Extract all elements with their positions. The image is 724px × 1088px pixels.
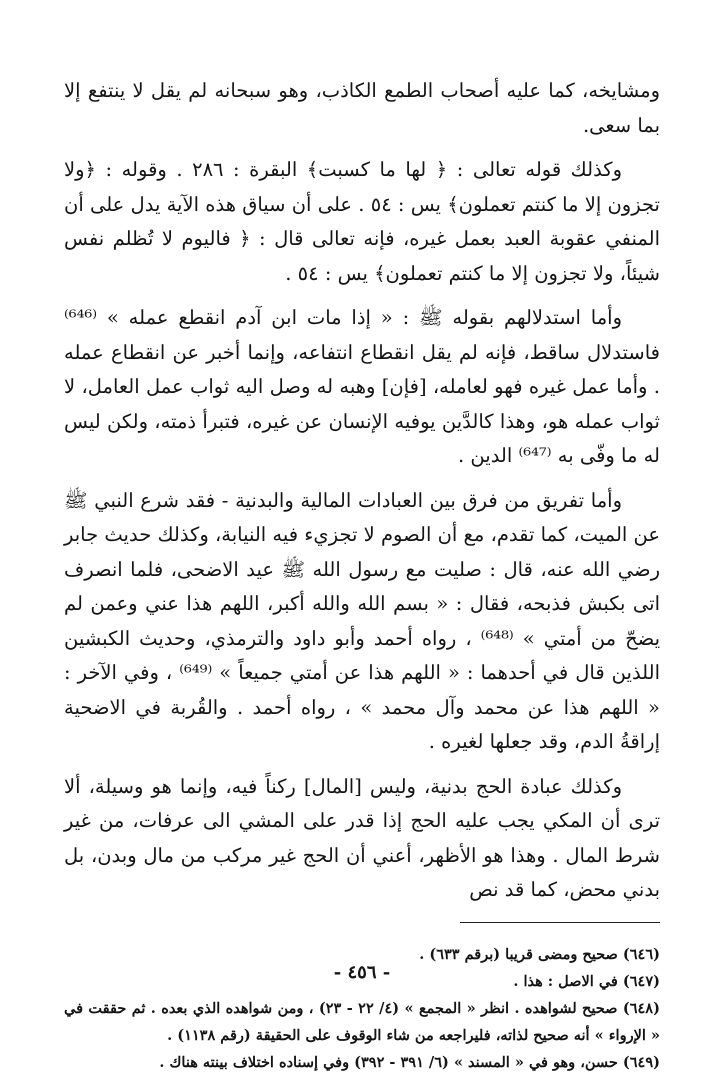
body-paragraph: وأما تفريق من فرق بين العبادات المالية والبدنية - فقد شرع النبي ﷺ عن الميت، كما تقدم، مع أن الصوم لا تجزيء فيه النيابة، وكذلك حديث جابر رضي الله عنه، قال : صليت مع رسول الله ﷺ عيد الاضحى، فلما انصرف اتى بكبش فذبحه، فقال : « بسم الله والله أكبر، اللهم هذا عني وعمن لم يضحّ من أمتي » ⁽⁶⁴⁸⁾ ، رواه أحمد وأبو داود والترمذي، وحديث الكبشين اللذين قال في أحدهما : « اللهم هذا عن أمتي جميعاً » ⁽⁶⁴⁹⁾ ، وفي الآخر : « اللهم هذا عن محمد وآل محمد » ، رواه أحمد . والقُربة في الاضحية إراقةُ الدم، وقد جعلها لغيره .: [64, 488, 660, 753]
body-paragraph: وأما استدلالهم بقوله ﷺ : « إذا مات ابن آدم انقطع عمله » ⁽⁶⁴⁶⁾ فاستدلال ساقط، فإنه لم يقل انقطاع انتفاعه، وإنما أخبر عن انقطاع عمله . وأما عمل غيره فهو لعامله، [فإن] وهبه له وصل اليه ثواب عمل العامل، لا ثواب عمله هو، وهذا كالدَّين يوفيه الإنسان عن غيره، فتبرأ ذمته، ولكن ليس له ما وفّى به ⁽⁶⁴⁷⁾ الدين .: [64, 306, 660, 467]
body-paragraph: وكذلك قوله تعالى : ﴿ لها ما كسبت﴾ البقرة : ٢٨٦ . وقوله : ﴿ولا تجزون إلا ما كنتم تعملون﴾ يس : ٥٤ . على أن سياق هذه الآية يدل على أن المنفي عقوبة العبد بعمل غيره، فإنه تعالى قال : ﴿ فاليوم لا تُظلم نفس شيئاً، ولا تجزون إلا ما كنتم تعملون﴾ يس : ٥٤ .: [64, 158, 660, 285]
footnote: (٦٤٦) صحيح ومضى قريبا (برقم ٦٣٣) .: [419, 945, 660, 963]
page-number: - ٤٥٦ -: [333, 962, 391, 983]
footnote-divider: [460, 922, 660, 923]
page-content: [64, 74, 660, 1080]
body-paragraph: ومشايخه، كما عليه أصحاب الطمع الكاذب، وهو سبحانه لم يقل لا ينتفع إلا بما سعى.: [64, 79, 660, 137]
footnote: (٦٤٩) حسن، وهو في « المسند » (٦/ ٣٩١ - ٣٩٢) وفي إسناده اختلاف بينته هناك .: [159, 1053, 660, 1071]
footnotes: [64, 941, 660, 1076]
body-paragraph: وكذلك عبادة الحج بدنية، وليس [المال] ركناً فيه، وإنما هو وسيلة، ألا ترى أن المكي يجب عليه الحج إذا قدر على المشي الى عرفات، من غير شرط المال . وهذا هو الأظهر، أعني أن الحج غير مركب من مال وبدن، بل بدني محض، كما قد نص: [64, 774, 660, 901]
footnote: (٦٤٨) صحيح لشواهده . انظر « المجمع » (٤/ ٢٢ - ٢٣) ، ومن شواهده الذي بعده . ثم حققت في « الإرواء » أنه صحيح لذاته، فليراجعه من شاء الوقوف على الحقيقة (رقم ١١٣٨) .: [64, 999, 660, 1044]
footnote: (٦٤٧) في الاصل : هذا .: [513, 972, 660, 990]
